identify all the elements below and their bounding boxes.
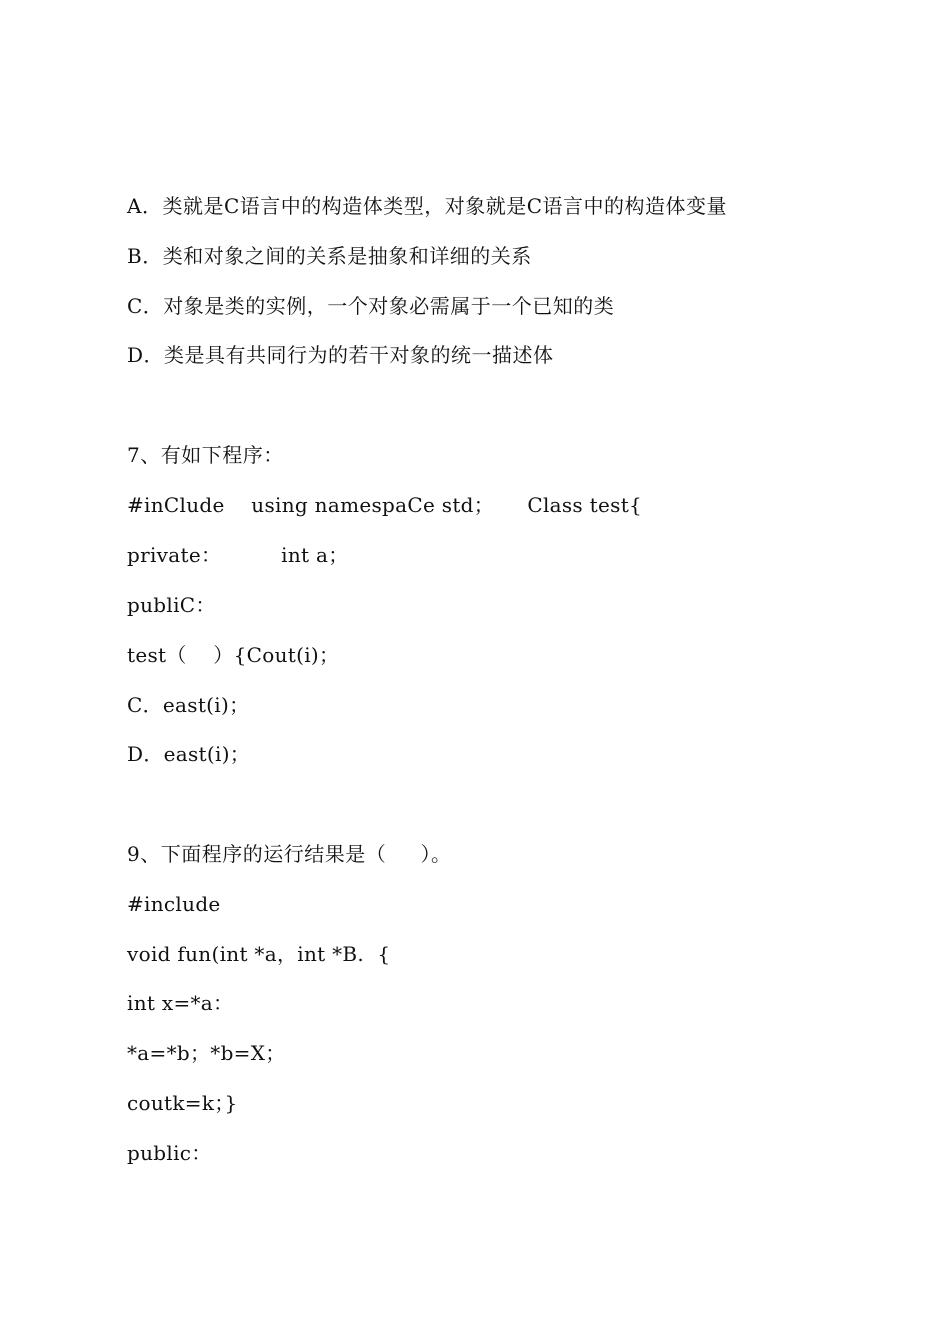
option-d: D．类是具有共同行为的若干对象的统一描述体 [127,343,554,367]
question-9-title: 9、下面程序的运行结果是（ ）。 [127,842,452,866]
code-line: #inClude using namespaCe std； Class test{ [127,493,643,517]
code-line: int x=*a： [127,991,234,1015]
code-line: coutk=k；} [127,1091,238,1115]
code-line: #include [127,892,221,916]
code-line: void fun(int *a，int *B. { [127,942,391,966]
option-a: A．类就是C语言中的构造体类型，对象就是C语言中的构造体变量 [127,194,728,218]
code-line: D．east(i)； [127,742,251,766]
code-line: private： int a； [127,543,349,567]
code-line: *a=*b；*b=X； [127,1041,286,1065]
option-c: C．对象是类的实例，一个对象必需属于一个已知的类 [127,294,615,318]
code-line: public： [127,1141,212,1165]
code-line: C．east(i)； [127,693,250,717]
question-7-title: 7、有如下程序： [127,443,284,467]
code-line: publiC： [127,593,216,617]
option-b: B．类和对象之间的关系是抽象和详细的关系 [127,244,532,268]
code-line: test（ ）{Cout(i)； [127,643,340,667]
